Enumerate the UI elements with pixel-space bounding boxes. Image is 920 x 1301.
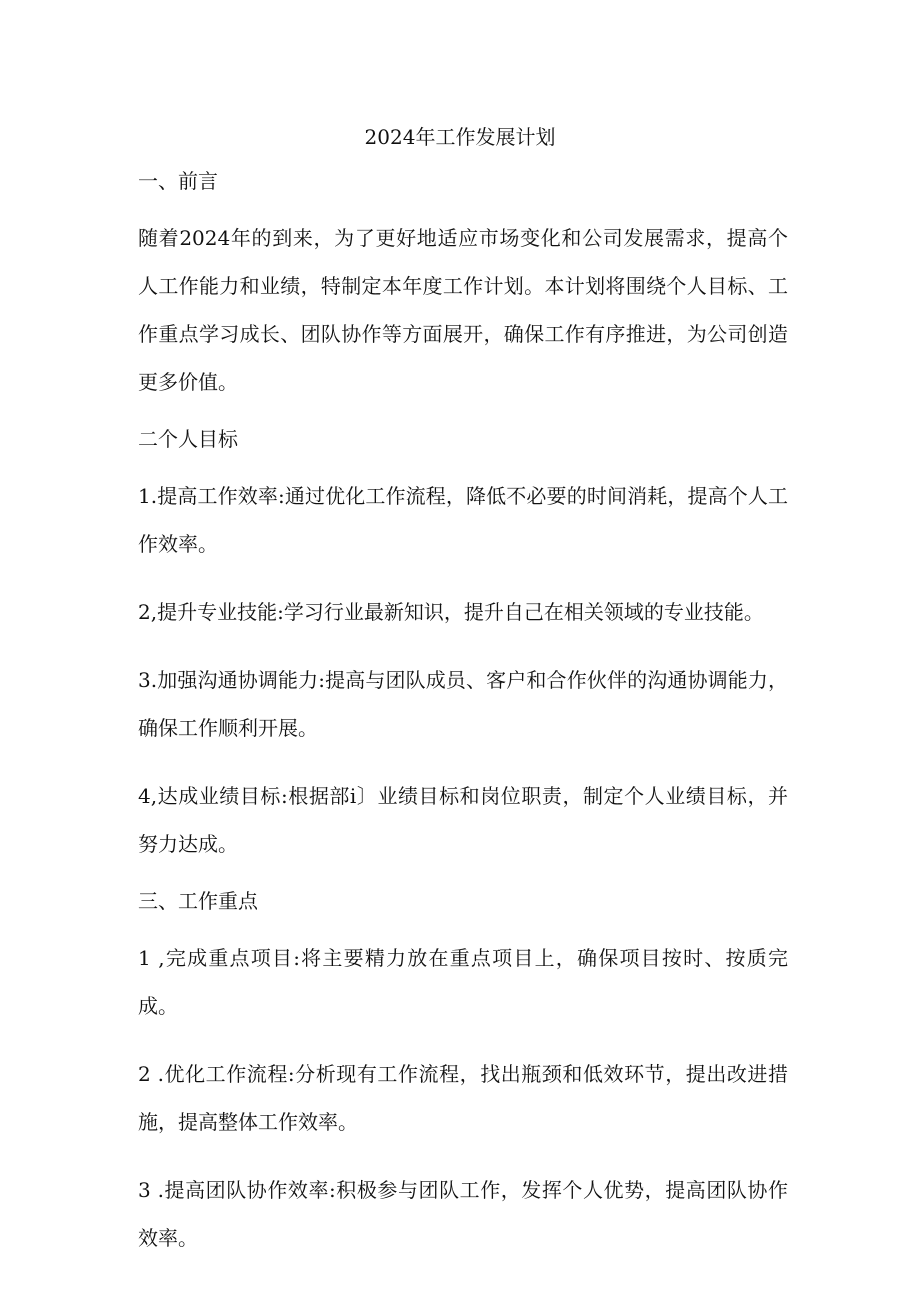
section-heading-preface: 一、前言 [138, 169, 218, 193]
paragraph-goal-2: 2,提升专业技能:学习行业最新知识，提升自己在相关领域的专业技能。 [138, 600, 764, 624]
paragraph-focus-3: 3 .提高团队协作效率:积极参与团队工作，发挥个人优势，提高团队协作效率。 [138, 1178, 788, 1250]
paragraph-focus-1: 1 ,完成重点项目:将主要精力放在重点项目上，确保项目按时、按质完成。 [138, 946, 788, 1018]
paragraph-focus-2: 2 .优化工作流程:分析现有工作流程，找出瓶颈和低效环节，提出改进措施，提高整体工作效率。 [138, 1062, 788, 1134]
paragraph-goal-4: 4,达成业绩目标:根据部i〕业绩目标和岗位职责，制定个人业绩目标，并努力达成。 [138, 784, 788, 856]
paragraph-preface: 随着2024年的到来，为了更好地适应市场变化和公司发展需求，提高个人工作能力和业绩，特制定本年度工作计划。本计划将围绕个人目标、工作重点学习成长、团队协作等方面展开，确保工作有序推进，为公司创造更多价值。 [138, 226, 788, 394]
document-title: 2024年工作发展计划 [364, 125, 556, 149]
section-heading-work-focus: 三、工作重点 [138, 889, 258, 913]
section-heading-personal-goals: 二个人目标 [138, 427, 238, 451]
paragraph-goal-1: 1.提高工作效率:通过优化工作流程，降低不必要的时间消耗，提高个人工作效率。 [138, 484, 788, 556]
paragraph-goal-3: 3.加强沟通协调能力:提高与团队成员、客户和合作伙伴的沟通协调能力，确保工作顺利开展。 [138, 668, 788, 740]
document-body [138, 166, 788, 1262]
